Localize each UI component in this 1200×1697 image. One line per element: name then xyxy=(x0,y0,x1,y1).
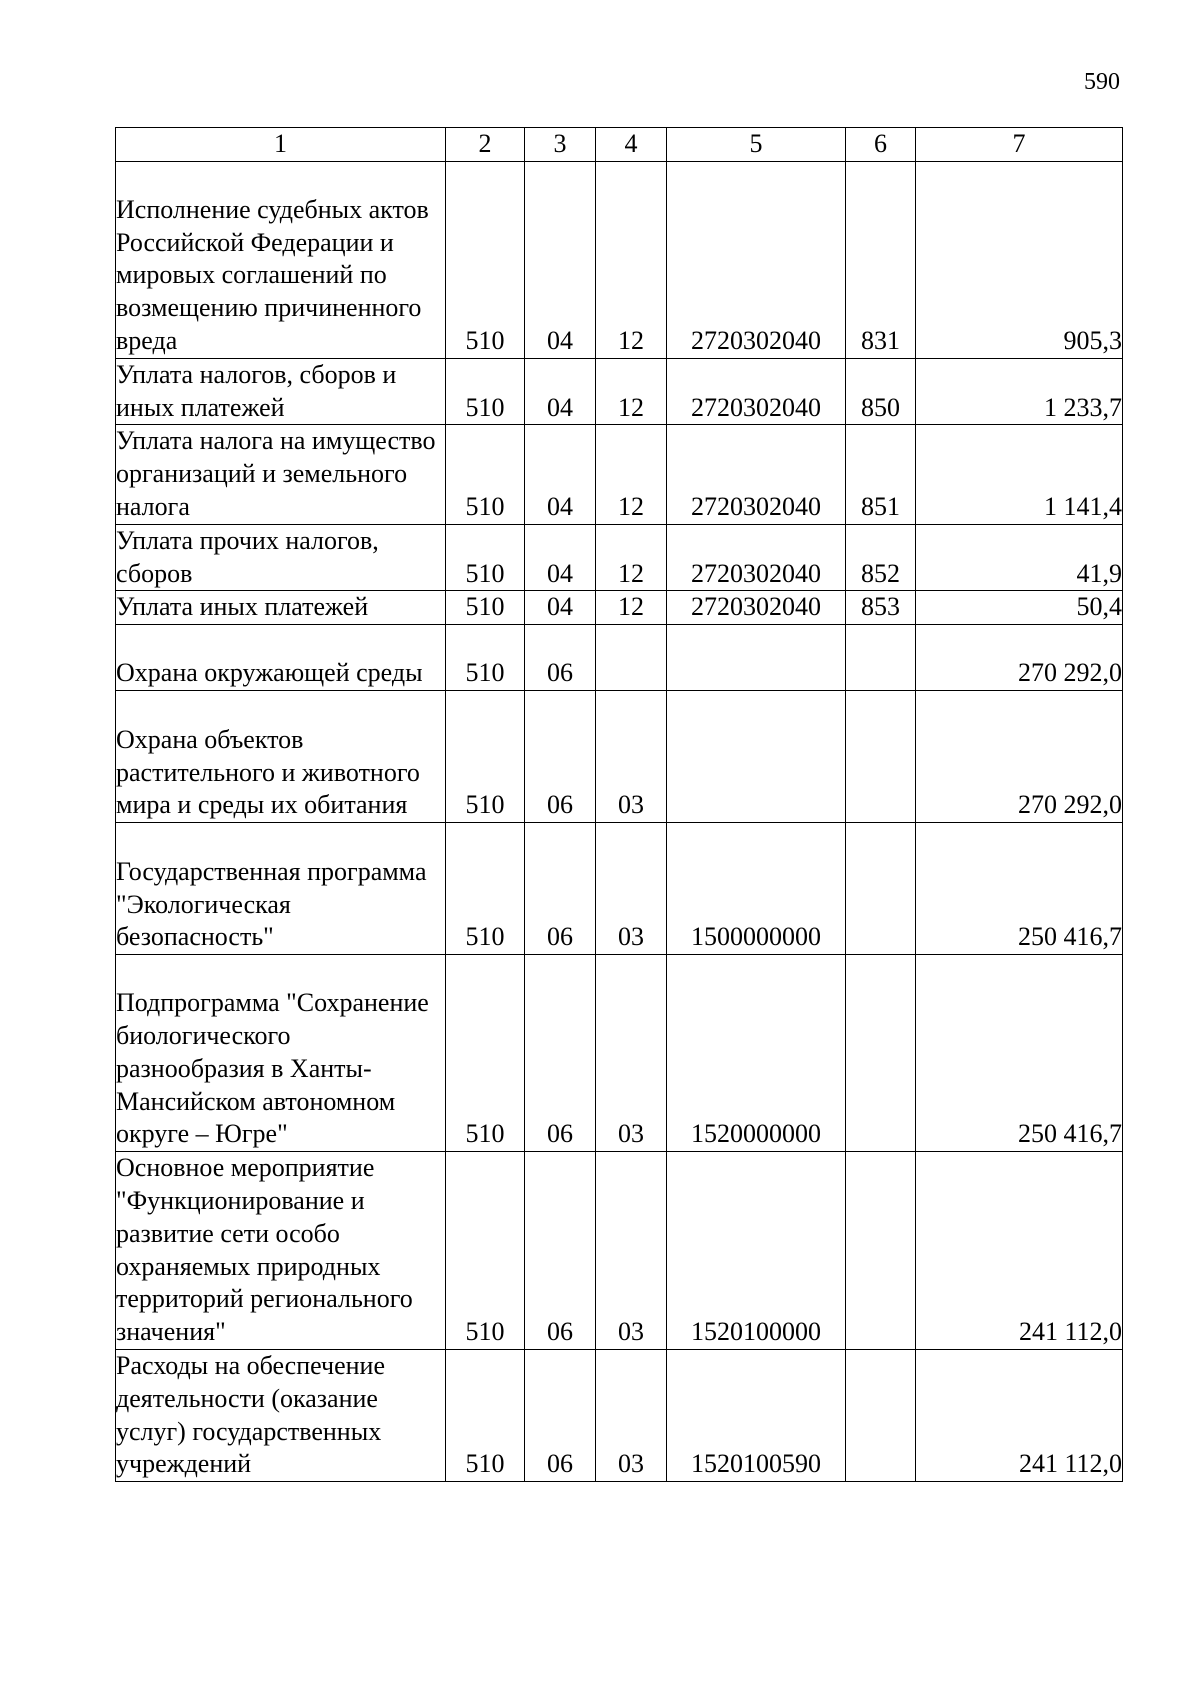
row-cell-6 xyxy=(846,823,916,955)
budget-table xyxy=(115,127,1123,1482)
row-cell-7: 270 292,0 xyxy=(916,625,1123,691)
row-cell-2: 510 xyxy=(446,1349,525,1481)
row-cell-2: 510 xyxy=(446,524,525,591)
row-cell-2: 510 xyxy=(446,161,525,358)
row-cell-2: 510 xyxy=(446,591,525,625)
row-cell-3: 04 xyxy=(525,358,596,425)
row-cell-6: 831 xyxy=(846,161,916,358)
row-cell-3: 04 xyxy=(525,161,596,358)
row-cell-4: 12 xyxy=(596,161,667,358)
table-row xyxy=(116,625,1123,691)
row-cell-4: 03 xyxy=(596,955,667,1152)
row-name-cell: Основное мероприятие "Функционирование и развитие сети особо охраняемых природных территорий регионального значения" xyxy=(116,1152,446,1350)
row-cell-5: 2720302040 xyxy=(667,524,846,591)
column-header-5: 5 xyxy=(667,128,846,162)
row-cell-4: 03 xyxy=(596,1349,667,1481)
row-name-cell: Подпрограмма "Сохранение биологического разнообразия в Ханты-Мансийском автономном округе – Югре" xyxy=(116,955,446,1152)
row-cell-3: 04 xyxy=(525,524,596,591)
row-cell-4: 03 xyxy=(596,823,667,955)
row-cell-5 xyxy=(667,625,846,691)
row-cell-4: 03 xyxy=(596,1152,667,1350)
table-row xyxy=(116,358,1123,425)
row-cell-2: 510 xyxy=(446,425,525,524)
row-cell-7: 241 112,0 xyxy=(916,1349,1123,1481)
row-cell-3: 06 xyxy=(525,955,596,1152)
table-row xyxy=(116,1349,1123,1481)
column-header-1: 1 xyxy=(116,128,446,162)
row-cell-6 xyxy=(846,1152,916,1350)
table-row xyxy=(116,823,1123,955)
row-cell-2: 510 xyxy=(446,691,525,823)
row-cell-4: 12 xyxy=(596,524,667,591)
row-cell-2: 510 xyxy=(446,1152,525,1350)
row-cell-7: 1 141,4 xyxy=(916,425,1123,524)
row-cell-7: 250 416,7 xyxy=(916,823,1123,955)
row-name-cell: Уплата налогов, сборов и иных платежей xyxy=(116,358,446,425)
row-cell-6 xyxy=(846,1349,916,1481)
row-name-cell: Расходы на обеспечение деятельности (оказание услуг) государственных учреждений xyxy=(116,1349,446,1481)
row-name-cell: Охрана окружающей среды xyxy=(116,625,446,691)
row-cell-5 xyxy=(667,691,846,823)
table-row xyxy=(116,955,1123,1152)
table-row xyxy=(116,691,1123,823)
column-header-7: 7 xyxy=(916,128,1123,162)
row-cell-4: 12 xyxy=(596,591,667,625)
row-cell-6: 850 xyxy=(846,358,916,425)
row-cell-3: 06 xyxy=(525,823,596,955)
row-cell-3: 06 xyxy=(525,1152,596,1350)
row-cell-3: 06 xyxy=(525,691,596,823)
row-cell-7: 41,9 xyxy=(916,524,1123,591)
row-cell-2: 510 xyxy=(446,358,525,425)
row-cell-5: 1520100590 xyxy=(667,1349,846,1481)
row-cell-6: 851 xyxy=(846,425,916,524)
row-cell-7: 270 292,0 xyxy=(916,691,1123,823)
row-cell-7: 50,4 xyxy=(916,591,1123,625)
row-cell-5: 2720302040 xyxy=(667,358,846,425)
row-cell-6 xyxy=(846,625,916,691)
row-cell-7: 241 112,0 xyxy=(916,1152,1123,1350)
row-cell-5: 1520100000 xyxy=(667,1152,846,1350)
row-name-cell: Исполнение судебных актов Российской Федерации и мировых соглашений по возмещению причиненного вреда xyxy=(116,161,446,358)
row-cell-5: 1520000000 xyxy=(667,955,846,1152)
row-cell-4: 12 xyxy=(596,425,667,524)
row-cell-7: 905,3 xyxy=(916,161,1123,358)
column-header-2: 2 xyxy=(446,128,525,162)
row-name-cell: Уплата иных платежей xyxy=(116,591,446,625)
row-cell-4: 12 xyxy=(596,358,667,425)
row-cell-3: 06 xyxy=(525,625,596,691)
row-cell-2: 510 xyxy=(446,625,525,691)
row-name-cell: Уплата прочих налогов, сборов xyxy=(116,524,446,591)
row-cell-2: 510 xyxy=(446,955,525,1152)
row-cell-7: 250 416,7 xyxy=(916,955,1123,1152)
column-header-6: 6 xyxy=(846,128,916,162)
row-cell-6 xyxy=(846,691,916,823)
row-cell-7: 1 233,7 xyxy=(916,358,1123,425)
row-cell-5: 2720302040 xyxy=(667,425,846,524)
row-cell-6: 852 xyxy=(846,524,916,591)
page-number: 590 xyxy=(1084,69,1120,95)
row-cell-2: 510 xyxy=(446,823,525,955)
table-row xyxy=(116,425,1123,524)
row-cell-5: 1500000000 xyxy=(667,823,846,955)
column-header-3: 3 xyxy=(525,128,596,162)
row-cell-6 xyxy=(846,955,916,1152)
row-cell-6: 853 xyxy=(846,591,916,625)
table-row xyxy=(116,1152,1123,1350)
table-header-row xyxy=(116,128,1123,162)
column-header-4: 4 xyxy=(596,128,667,162)
row-cell-3: 04 xyxy=(525,425,596,524)
table-row xyxy=(116,524,1123,591)
row-cell-5: 2720302040 xyxy=(667,161,846,358)
row-cell-5: 2720302040 xyxy=(667,591,846,625)
row-cell-3: 04 xyxy=(525,591,596,625)
row-cell-4: 03 xyxy=(596,691,667,823)
row-name-cell: Охрана объектов растительного и животного мира и среды их обитания xyxy=(116,691,446,823)
table-row xyxy=(116,161,1123,358)
row-cell-3: 06 xyxy=(525,1349,596,1481)
table-row xyxy=(116,591,1123,625)
row-name-cell: Государственная программа "Экологическая безопасность" xyxy=(116,823,446,955)
row-cell-4 xyxy=(596,625,667,691)
row-name-cell: Уплата налога на имущество организаций и земельного налога xyxy=(116,425,446,524)
